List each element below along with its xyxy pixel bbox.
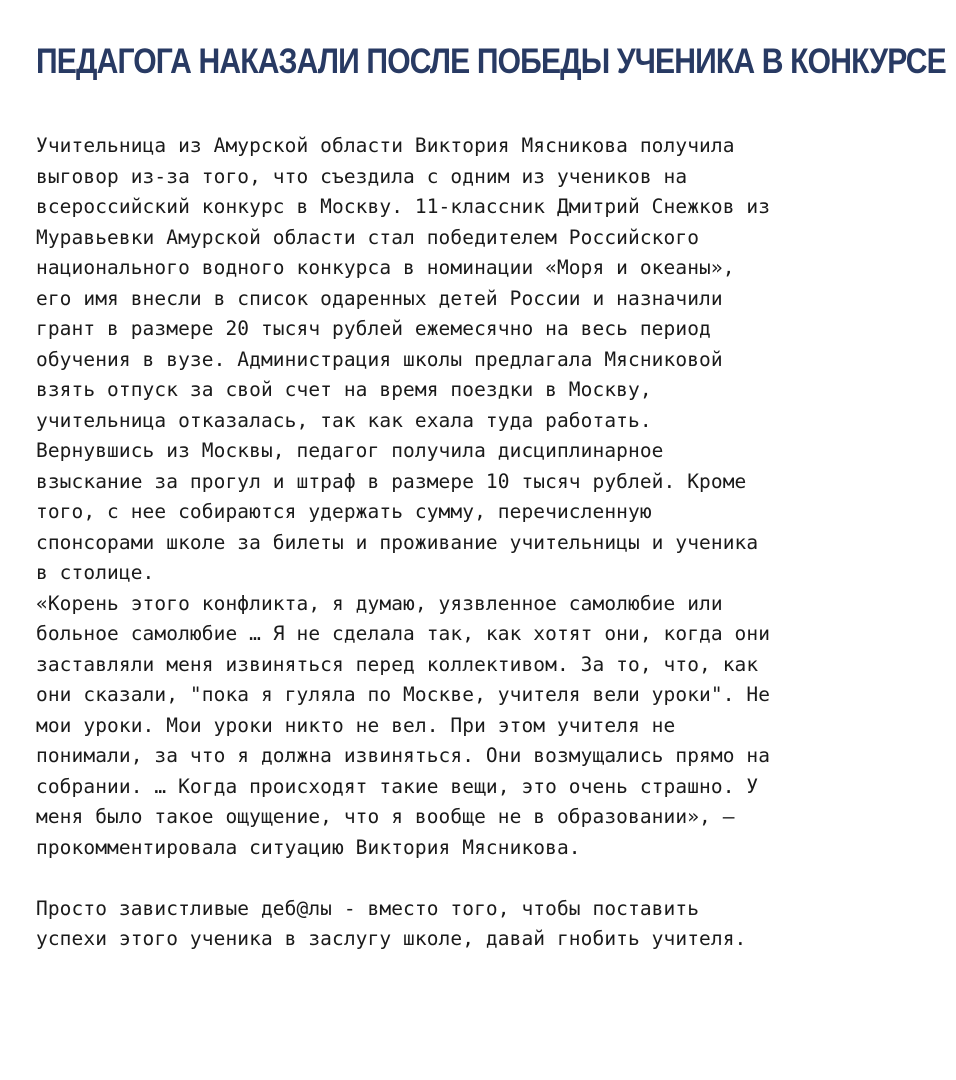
user-comment: Просто завистливые деб@лы - вместо того, чтобы поставить успехи этого ученика в заслугу школе, давай гнобить учителя. [36, 896, 747, 950]
article-paragraph-2: «Корень этого конфликта, я думаю, уязвленное самолюбие или больное самолюбие … Я не сделала так, как хотят они, когда они заставляли меня извиняться перед коллективом. За то, что, как они сказали, "пока я гуляла по Москве, учителя вели уроки". Не мои уроки. Мои уроки никто не вел. При этом учителя не понимали, за что я должна извиняться. Они возмущались прямо на собрании. … Когда происходят такие вещи, это очень страшно. У меня было такое ощущение, что я вообще не в образовании», — прокомментировала ситуацию Виктория Мясникова. [36, 591, 771, 859]
article-paragraph-1: Учительница из Амурской области Виктория Мясникова получила выговор из-за того, что съездила с одним из учеников на всероссийский конкурс в Москву. 11-классник Дмитрий Снежков из Муравьевки Амурской области стал победителем Российского национального водного конкурса в номинации «Моря и океаны», его имя внесли в список одаренных детей России и назначили грант в размере 20 тысяч рублей ежемесячно на весь период обучения в вузе. Администрация школы предлагала Мясниковой взять отпуск за свой счет на время поездки в Москву, учительница отказалась, так как ехала туда работать. Вернувшись из Москвы, педагог получила дисциплинарное взыскание за прогул и штраф в размере 10 тысяч рублей. Кроме того, с нее собираются удержать сумму, перечисленную спонсорами школе за билеты и проживание учительницы и ученика в столице. [36, 134, 771, 584]
article-body [36, 131, 936, 955]
headline: ПЕДАГОГА НАКАЗАЛИ ПОСЛЕ ПОБЕДЫ УЧЕНИКА В КОНКУРСЕ [36, 42, 946, 81]
